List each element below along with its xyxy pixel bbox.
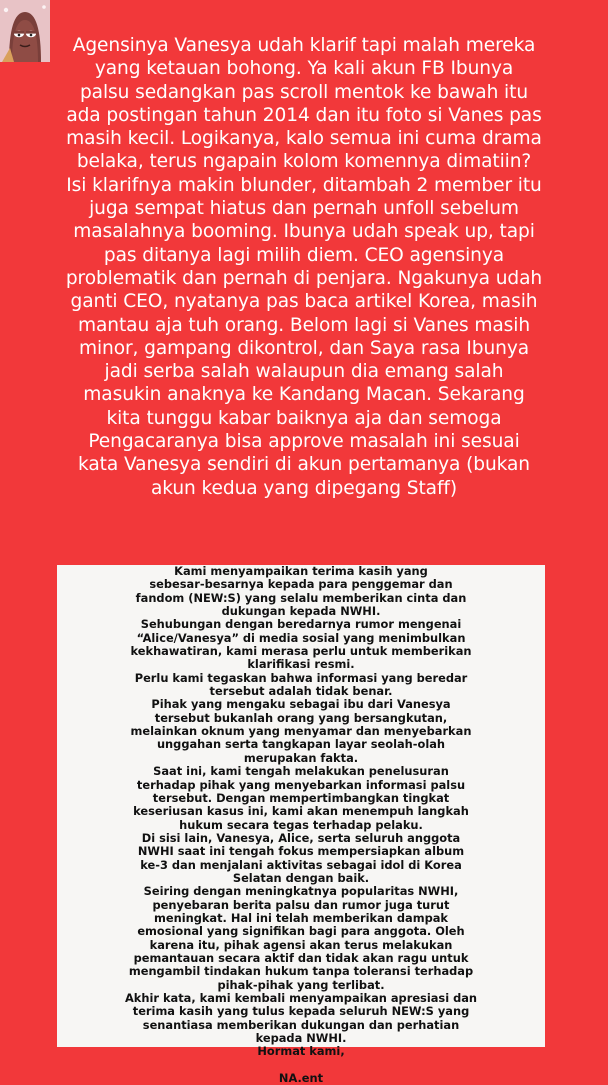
- caption-line: masalahnya booming. Ibunya udah speak up, tapi: [73, 221, 535, 243]
- caption-line: juga sempat hiatus dan pernah unfoll sebelum: [89, 198, 519, 220]
- caption-line: yang ketauan bohong. Ya kali akun FB Ibunya: [94, 58, 514, 80]
- statement-line: unggahan serta tangkapan layar seolah-olah: [156, 737, 446, 752]
- caption-line: kita tunggu kabar baiknya aja dan semoga: [106, 407, 502, 429]
- statement-line: klarifikasi resmi.: [247, 657, 355, 672]
- caption-line: Pengacaranya bisa approve masalah ini sesuai: [88, 431, 520, 453]
- caption-line: Isi klarifnya makin blunder, ditambah 2 member itu: [66, 174, 542, 196]
- statement-line: Hormat kami,: [257, 1044, 345, 1059]
- caption-line: ada postingan tahun 2014 dan itu foto si Vanes pas: [66, 104, 542, 126]
- statement-line: Di sisi lain, Vanesya, Alice, serta seluruh anggota: [141, 830, 461, 845]
- statement-line: pihak-pihak yang terlibat.: [217, 977, 385, 992]
- caption-line: masukin anaknya ke Kandang Macan. Sekarang: [83, 384, 525, 406]
- statement-line: Sehubungan dengan beredarnya rumor mengenai: [140, 617, 462, 632]
- statement-line: pemantauan secara aktif dan tidak akan ragu untuk: [133, 950, 469, 965]
- statement-line: Perlu kami tegaskan bahwa informasi yang beredar: [134, 670, 468, 685]
- statement-line: Akhir kata, kami kembali menyampaikan apresiasi dan: [124, 991, 478, 1005]
- caption-line: akun kedua yang dipegang Staff): [150, 477, 458, 499]
- statement-spacer: [57, 1059, 545, 1072]
- statement-line: hukum secara tegas terhadap pelaku.: [179, 817, 423, 832]
- statement-line: Pihak yang mengaku sebagai ibu dari Vanesya: [151, 697, 451, 712]
- statement-line: fandom (NEW:S) yang selalu memberikan cinta dan: [135, 590, 467, 605]
- statement-line: terima kasih yang tulus kepada seluruh NEW:S yang: [132, 1004, 470, 1019]
- statement-line: senantiasa memberikan dukungan dan perhatian: [142, 1017, 460, 1032]
- caption-line: palsu sedangkan pas scroll mentok ke bawah itu: [79, 81, 528, 103]
- statement-line: Saat ini, kami tengah melakukan penelusuran: [153, 764, 449, 779]
- caption-line: jadi serba salah walaupun dia emang salah: [104, 361, 504, 383]
- caption-line: ganti CEO, nyatanya pas baca artikel Korea, masih: [70, 291, 538, 313]
- statement-line: meningkat. Hal ini telah memberikan dampak: [153, 910, 448, 925]
- statement-line: dukungan kepada NWHI.: [221, 604, 381, 619]
- statement-line: keseriusan kasus ini, kami akan menempuh langkah: [133, 804, 469, 819]
- caption-line: minor, gampang dikontrol, dan Saya rasa Ibunya: [78, 337, 530, 359]
- statement-line: karena itu, pihak agensi akan terus melakukan: [149, 937, 453, 952]
- statement-line: melainkan oknum yang menyamar dan menyebarkan: [130, 724, 472, 739]
- caption-line: pas ditanya lagi milih diem. CEO agensinya: [103, 244, 505, 266]
- statement-document: [57, 564, 545, 1085]
- statement-line: ke-3 dan menjalani aktivitas sebagai idol di Korea: [140, 857, 462, 872]
- statement-text: [57, 565, 545, 1085]
- statement-line: NWHI saat ini tengah fokus mempersiapkan album: [137, 844, 465, 859]
- caption-line: mantau aja tuh orang. Belom lagi si Vanes masih: [77, 314, 531, 336]
- caption-line: Agensinya Vanesya udah klarif tapi malah mereka: [72, 35, 536, 56]
- statement-line: kepada NWHI.: [255, 1031, 347, 1046]
- statement-line: merupakan fakta.: [243, 750, 359, 765]
- statement-line: Selatan dengan baik.: [232, 870, 370, 885]
- caption-line: problematik dan pernah di penjara. Ngakunya udah: [65, 267, 543, 289]
- statement-line: kekhawatiran, kami merasa perlu untuk memberikan: [130, 644, 472, 659]
- statement-line: Seiring dengan meningkatnya popularitas NWHI,: [143, 884, 459, 899]
- statement-line: penyebaran berita palsu dan rumor juga turut: [152, 897, 450, 912]
- statement-signature: NA.ent: [278, 1071, 324, 1085]
- caption-text: [22, 34, 586, 500]
- statement-line: tersebut adalah tidak benar.: [209, 684, 393, 699]
- caption-line: kata Vanesya sendiri di akun pertamanya (bukan: [78, 454, 530, 476]
- statement-line: terhadap pihak yang menyebarkan informasi palsu: [136, 777, 466, 792]
- statement-line: tersebut bukanlah orang yang bersangkutan,: [154, 710, 448, 725]
- statement-line: tersebut. Dengan mempertimbangkan tingkat: [152, 790, 450, 805]
- caption-line: masih kecil. Logikanya, kalo semua ini cuma drama: [66, 128, 542, 150]
- statement-line: mengambil tindakan hukum tanpa toleransi terhadap: [128, 964, 474, 979]
- statement-line: “Alice/Vanesya” di media sosial yang menimbulkan: [136, 630, 466, 645]
- statement-line: emosional yang signifikan bagi para anggota. Oleh: [137, 924, 465, 939]
- caption-line: belaka, terus ngapain kolom komennya dimatiin?: [76, 151, 532, 173]
- statement-line: sebesar-besarnya kepada para penggemar dan: [149, 577, 453, 592]
- statement-line: Kami menyampaikan terima kasih yang: [174, 564, 428, 578]
